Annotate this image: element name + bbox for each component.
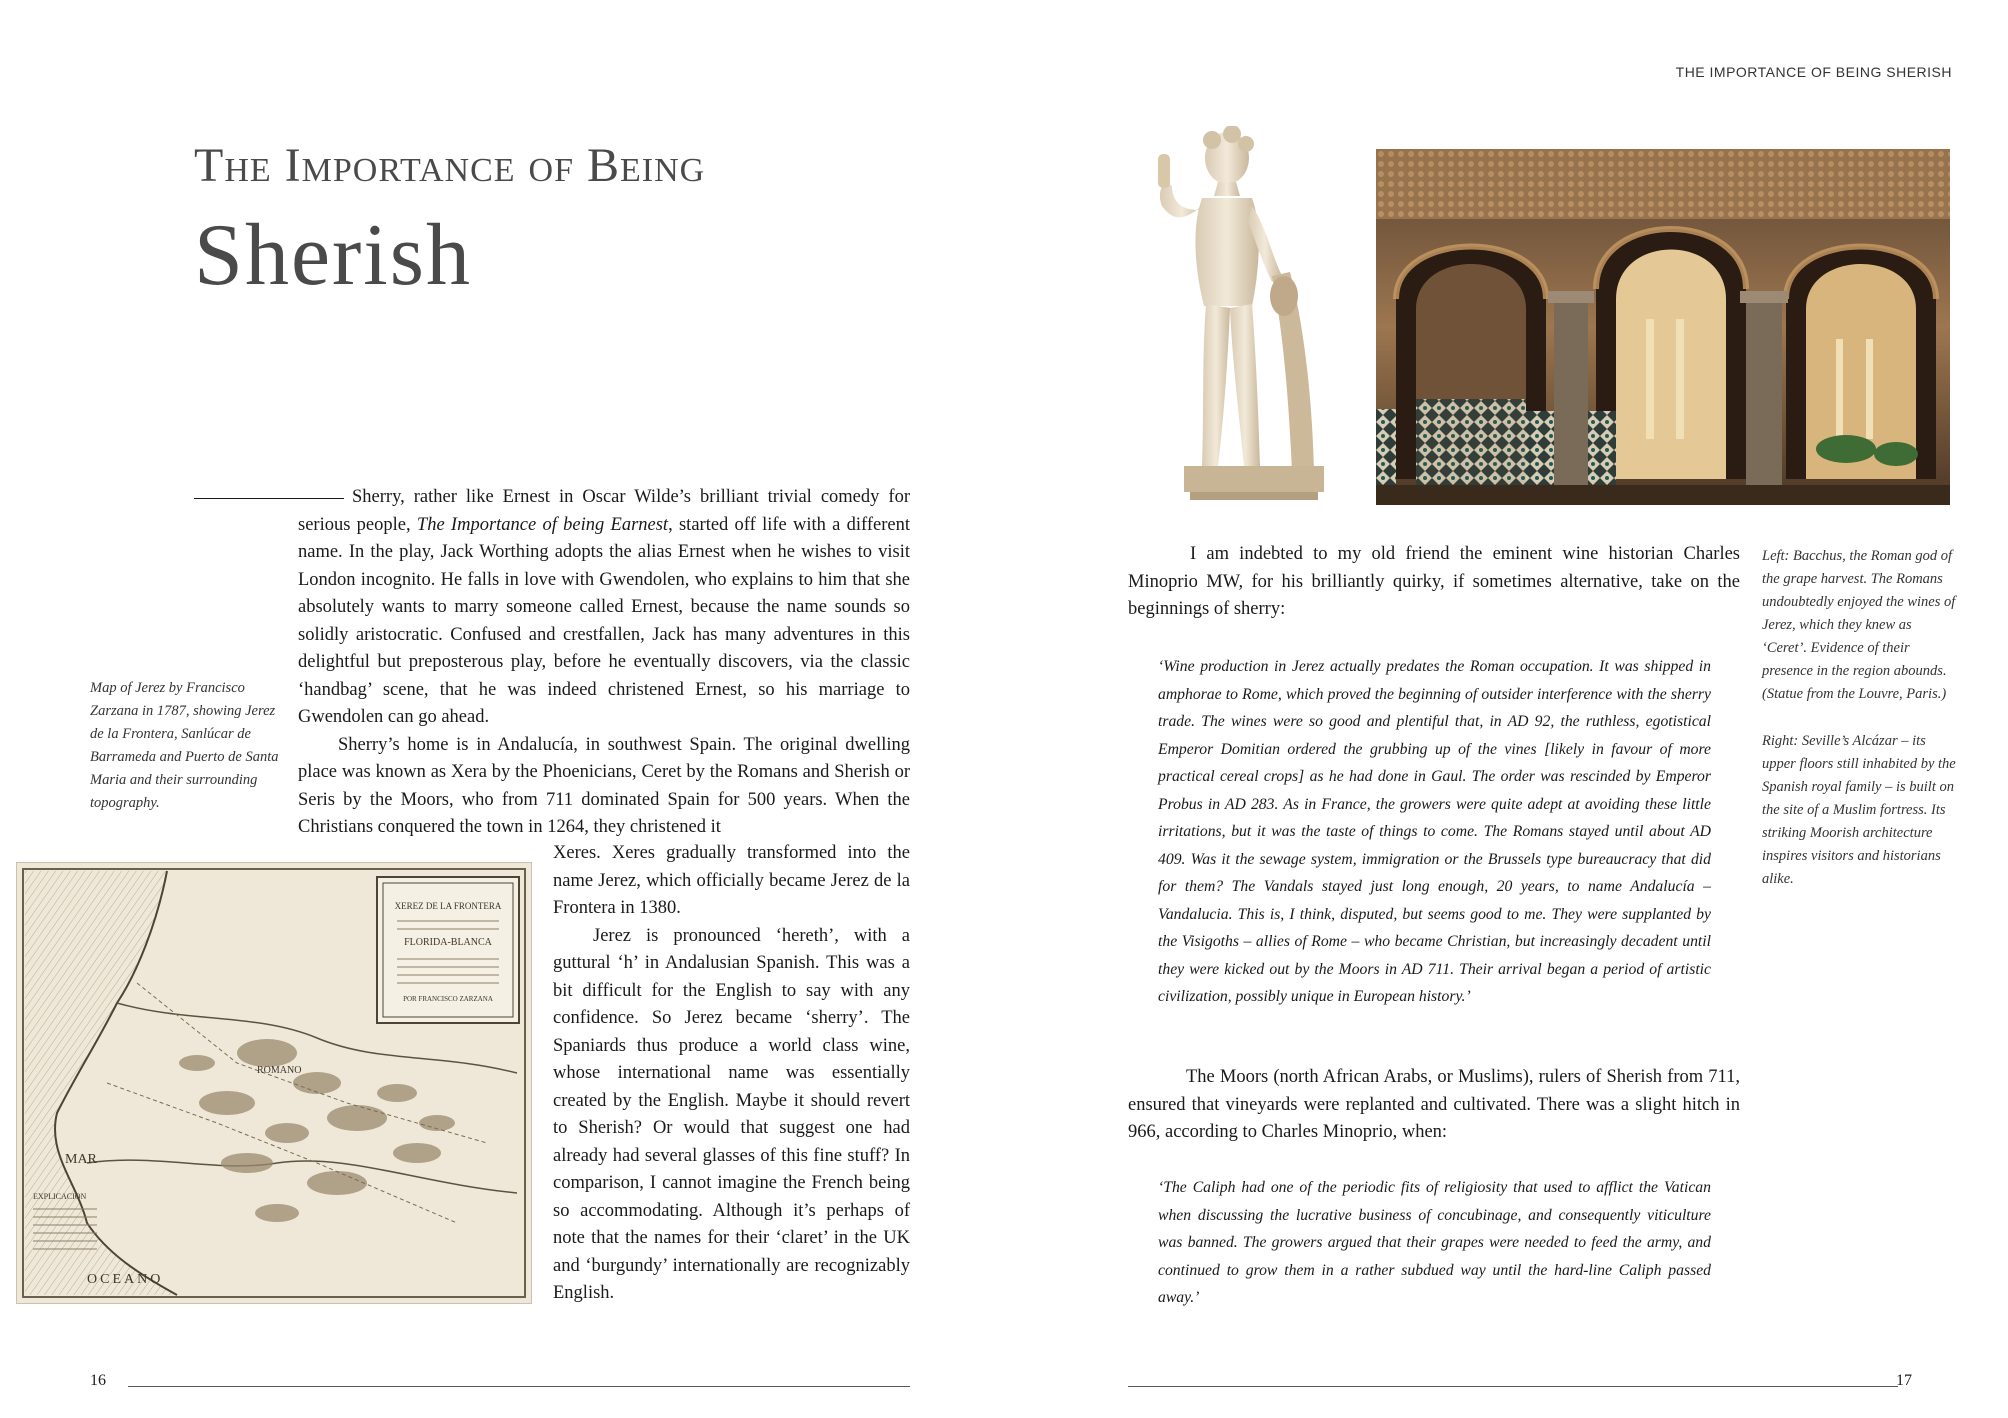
moors-paragraph: The Moors (north African Arabs, or Muslims), rulers of Sherish from 711, ensured that vineyards were replanted and cultivated. There was a slight hitch in 966, according to Charles Minoprio, when: <box>1128 1067 1740 1142</box>
paragraph-2b: Xeres. Xeres gradually transformed into the name Jerez, which officially became Jerez de la Frontera in 1380. <box>553 843 910 918</box>
map-caption: Map of Jerez by Francisco Zarzana in 1787, showing Jerez de la Frontera, Sanlúcar de Barrameda and Puerto de Santa Maria and their surrounding topography. <box>90 680 279 811</box>
running-head: THE IMPORTANCE OF BEING SHERISH <box>1675 64 1952 80</box>
minoprio-quote-2 <box>1158 1174 1711 1312</box>
paragraph-3: Jerez is pronounced ‘hereth’, with a guttural ‘h’ in Andalusian Spanish. This was a bit difficult for the English to say with any confidence. So Jerez became ‘sherry’. The Spaniards thus produce a world class wine, whose international name was essentially created by the English. Maybe it should revert to Sherish? Or would that suggest one had already had several glasses of this fine stuff? In comparison, I cannot imagine the French being so accommodating. Although it’s perhaps of note that the names for their ‘claret’ in the UK and ‘burgundy’ internationally are recognizably English. <box>553 925 910 1303</box>
map-label-legend: EXPLICACION <box>33 1192 87 1201</box>
seville-alcazar-image <box>1376 149 1950 505</box>
paragraph-2a: Sherry’s home is in Andalucía, in southwest Spain. The original dwelling place was known as Xera by the Phoenicians, Ceret by the Romans and Sherish or Seris by the Moors, who from 711 dominated Spain for 500 years. When the Christians conquered the town in 1264, they christened it <box>298 734 910 837</box>
chapter-title-line2: Sherish <box>194 207 472 304</box>
map-label-sea: MAR <box>65 1152 97 1167</box>
minoprio-quote-1 <box>1158 653 1711 1011</box>
alcazar-caption: Right: Seville’s Alcázar – its upper floors still inhabited by the Spanish royal family – is built on the site of a Muslim fortress. Its striking Moorish architecture inspires visitors and historians alike. <box>1762 733 1956 887</box>
paragraph-1: Sherry, rather like Ernest in Oscar Wilde’s brilliant trivial comedy for serious people, The Importance of being Earnest, started off life with a different name. In the play, Jack Worthing adopts the alias Ernest when he wishes to visit London incognito. He falls in love with Gwendolen, who explains to him that she absolutely wants to marry someone called Ernest, because the name sounds so solidly aristocratic. Confused and crestfallen, Jack has many adventures in this delightful but preposterous play, before he eventually discovers, via the classic ‘handbag’ scene, that he was indeed christened Ernest, so his marriage to Gwendolen can go ahead. <box>298 487 910 727</box>
map-cartouche-line3: POR FRANCISCO ZARZANA <box>403 995 493 1003</box>
map-cartouche-line1: XEREZ DE LA FRONTERA <box>394 901 502 911</box>
map-label-region: ROMANO <box>257 1065 302 1076</box>
footer-rule-left <box>128 1386 910 1387</box>
bacchus-caption: Left: Bacchus, the Roman god of the grape harvest. The Romans undoubtedly enjoyed the wines of Jerez, which they knew as ‘Ceret’. Evidence of their presence in the region abounds. (Statue from the Louvre, Paris.) <box>1762 548 1956 702</box>
page-number-left: 16 <box>90 1372 106 1389</box>
footer-rule-right <box>1128 1386 1898 1387</box>
intro-paragraph: I am indebted to my old friend the eminent wine historian Charles Minoprio MW, for his brilliantly quirky, if sometimes alternative, take on the beginnings of sherry: <box>1128 544 1740 619</box>
quote-2-text: ‘The Caliph had one of the periodic fits of religiosity that used to afflict the Vatican when discussing the lucrative business of concubinage, and consequently viticulture was banned. The growers argued that their grapes were needed to feed the army, and continued to grow them in a rather subdued way until the hard-line Caliph passed away.’ <box>1158 1179 1711 1306</box>
right-column-intro <box>1128 541 1740 624</box>
left-column-top <box>298 484 910 842</box>
page-number-right: 17 <box>1896 1372 1912 1389</box>
play-title: The Importance of being Earnest <box>416 514 669 535</box>
image-captions <box>1762 545 1958 915</box>
right-column-moors <box>1128 1064 1740 1147</box>
chapter-title-line1: The Importance of Being <box>194 139 706 192</box>
map-cartouche-line2: FLORIDA-BLANCA <box>404 937 492 948</box>
map-label-ocean: OCEANO <box>87 1272 164 1287</box>
map-of-jerez-image <box>16 862 532 1304</box>
left-column-bottom <box>553 840 910 1308</box>
quote-1-text: ‘Wine production in Jerez actually predates the Roman occupation. It was shipped in amphorae to Rome, which proved the beginning of outsider interference with the sherry trade. The wines were so good and plentiful that, in AD 92, the ruthless, egotistical Emperor Domitian ordered the grubbing up of the vines [likely in favour of more practical cereal crops] as he had done in Gaul. The order was rescinded by Emperor Probus in AD 283. As in France, the growers were quite adept at avoiding these little irritations, but it was the taste of things to come. The Romans stayed until about AD 409. Was it the sewage system, immigration or the Brussels type bureaucracy that did for them? The Vandals stayed just long enough, 20 years, to name Andalucía – Vandalucia. This is, I think, disputed, but seems good to me. They were supplanted by the Visigoths – allies of Rome – who became Christian, but increasingly decadent until they were kicked out by the Moors in AD 711. Their arrival began a period of artistic civilization, possibly unique in European history.’ <box>1158 658 1711 1005</box>
bacchus-statue-image <box>1132 126 1342 506</box>
